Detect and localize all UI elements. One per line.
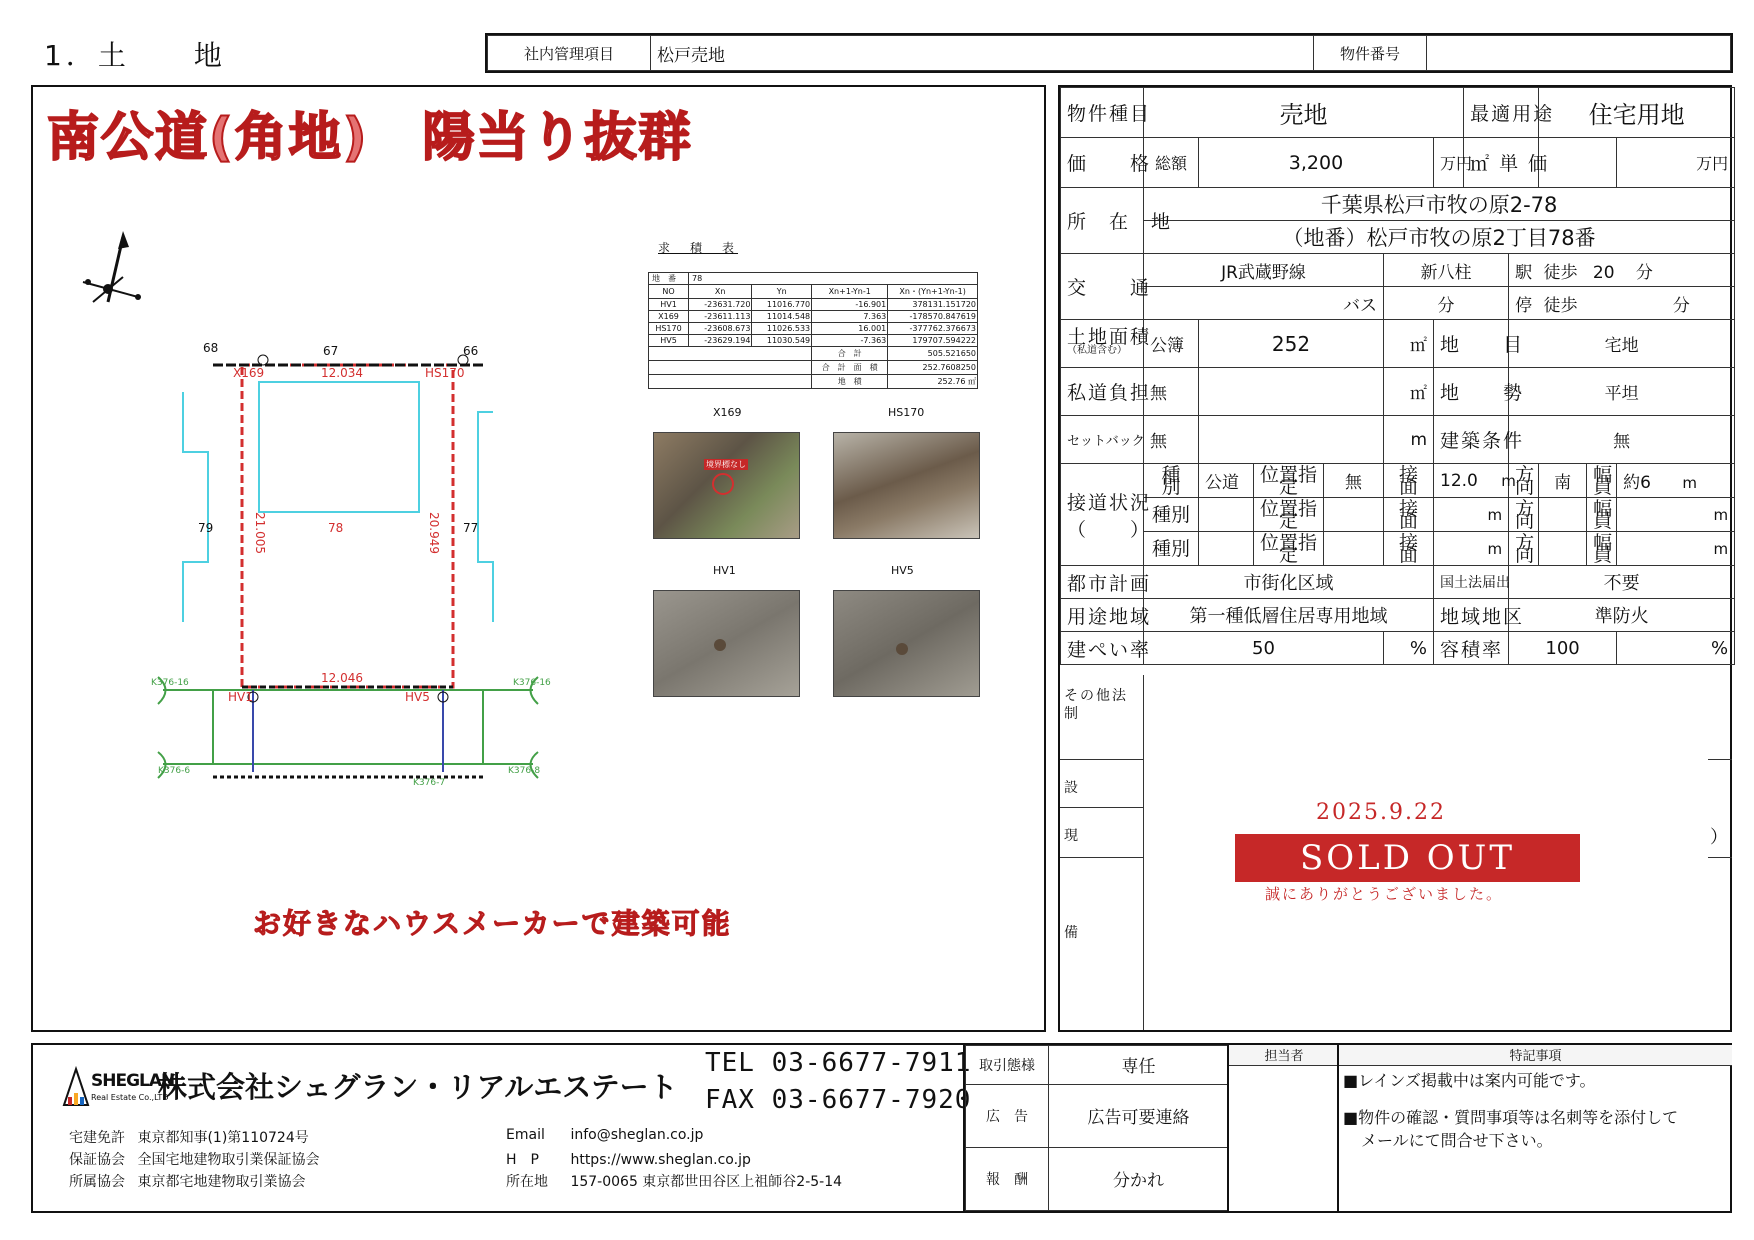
road-dir: 南 xyxy=(1539,464,1587,498)
city-plan-value: 市街化区域 xyxy=(1144,566,1434,599)
other-law-label: その他法制 xyxy=(1064,688,1128,722)
bus-label: バス xyxy=(1144,287,1384,320)
unit-price-value xyxy=(1539,138,1617,188)
spec-panel xyxy=(1058,85,1732,1032)
road-pos-label: 位置指定 xyxy=(1254,464,1324,498)
price-sub: 総額 xyxy=(1144,138,1199,188)
notes-box xyxy=(1337,1045,1732,1211)
assoc-row xyxy=(69,1171,305,1191)
zoning-label: 用途地域 xyxy=(1061,599,1144,632)
headline: 南公道(角地) 陽当り抜群 xyxy=(47,108,693,168)
road-pos-label: 位置指定 xyxy=(1254,498,1324,532)
road-label-4: K376-7 xyxy=(413,778,446,788)
road-kind: 公道 xyxy=(1199,464,1254,498)
calc-col: Xn xyxy=(689,285,752,299)
current-label: 現 xyxy=(1064,828,1080,844)
deal-label: 取引態様 xyxy=(966,1046,1049,1085)
logo-sub: Real Estate Co.,LTD xyxy=(91,1093,169,1102)
photo-note: 境界標なし xyxy=(706,460,746,469)
road-contact-unit: m xyxy=(1434,532,1509,566)
road-dir-label: 方向 xyxy=(1509,498,1539,532)
note-1: ■レインズ掲載中は案内可能です。 xyxy=(1343,1071,1596,1090)
road-kind xyxy=(1199,532,1254,566)
calc-cell: 378131.151720 xyxy=(888,299,978,311)
property-no-value xyxy=(1427,36,1731,71)
calc-cell: 7.363 xyxy=(812,311,888,323)
bcr-unit: % xyxy=(1384,632,1434,665)
city-plan-label: 都市計画 xyxy=(1061,566,1144,599)
type-value: 売地 xyxy=(1144,88,1464,138)
setback-value: 無 xyxy=(1144,416,1199,464)
lot-78: 78 xyxy=(328,521,344,535)
calc-final-value xyxy=(888,375,978,389)
calc-cell: 11030.549 xyxy=(752,335,812,347)
calc-sum-value: 505.521650 xyxy=(888,347,978,361)
photo-hv1 xyxy=(653,590,800,697)
calc-final-unit: ㎡ xyxy=(968,377,976,386)
road-label-3: K376-6 xyxy=(158,766,191,776)
far-label: 容積率 xyxy=(1434,632,1509,665)
north-arrow-icon xyxy=(63,227,153,327)
calc-cell: -377762.376673 xyxy=(888,323,978,335)
calc-cell: HV1 xyxy=(649,299,689,311)
calc-table-title: 求 積 表 xyxy=(658,241,739,255)
price-value: 3,200 xyxy=(1199,138,1434,188)
tel: TEL 03-6677-7911 xyxy=(705,1048,972,1078)
fax: FAX 03-6677-7920 xyxy=(705,1085,972,1115)
national-law-label: 国土法届出 xyxy=(1434,566,1509,599)
dim-left: 21.005 xyxy=(253,512,267,554)
road-label-cell xyxy=(1061,464,1152,566)
setback-unit: m xyxy=(1384,416,1434,464)
road-kind-label: 種別 xyxy=(1144,464,1199,498)
private-road-value: 無 xyxy=(1144,368,1199,416)
road-contact-label: 接面 xyxy=(1384,498,1434,532)
type-label: 物件種目 xyxy=(1061,88,1144,138)
private-road-label: 私道負担 xyxy=(1061,368,1144,416)
ad-value: 広告可要連絡 xyxy=(1049,1084,1229,1147)
calc-cell: -23608.673 xyxy=(689,323,752,335)
line: JR武蔵野線 xyxy=(1144,254,1384,287)
lower-hline xyxy=(1060,807,1143,808)
note-3: メールにて問合せ下さい。 xyxy=(1361,1131,1553,1150)
lot-68: 68 xyxy=(203,341,219,355)
lot-66: 66 xyxy=(463,344,479,358)
remarks-label: 備 xyxy=(1064,925,1080,941)
bcr-value: 50 xyxy=(1144,632,1384,665)
area-basis: 公簿 xyxy=(1144,320,1199,368)
calc-cell: -16.901 xyxy=(812,299,888,311)
fee-value: 分かれ xyxy=(1049,1147,1229,1210)
guarantee-row xyxy=(69,1149,319,1169)
deal-box xyxy=(963,1045,1229,1211)
calc-cell: 11026.533 xyxy=(752,323,812,335)
road-kind-label: 種別 xyxy=(1144,498,1199,532)
paren-close: ） xyxy=(1710,827,1728,848)
road-label-5: K376-8 xyxy=(508,766,541,776)
walk-unit: 分 xyxy=(1635,262,1653,283)
road-width-unit: m xyxy=(1617,532,1735,566)
road-pos xyxy=(1324,498,1384,532)
guarantee-value: 全国宅地建物取引業保証協会 xyxy=(137,1152,320,1168)
road-width-unit: m xyxy=(1682,474,1697,492)
photo-label-hv5: HV5 xyxy=(891,564,914,577)
assoc-label: 所属協会 xyxy=(69,1174,125,1190)
facility-label: 設 xyxy=(1064,780,1080,796)
station: 新八柱 xyxy=(1384,254,1509,287)
lot-77: 77 xyxy=(463,521,479,535)
calc-col: Yn xyxy=(752,285,812,299)
calc-header-label: 地 番 xyxy=(649,273,689,285)
district-value: 準防火 xyxy=(1509,599,1735,632)
calc-area-label: 合 計 面 積 xyxy=(812,361,888,375)
guarantee-label: 保証協会 xyxy=(69,1152,125,1168)
area-unit: ㎡ xyxy=(1384,320,1434,368)
stop-suffix: 停 xyxy=(1515,295,1533,316)
building-cond-label: 建築条件 xyxy=(1434,416,1509,464)
calc-cell: 16.001 xyxy=(812,323,888,335)
setback-label: セットバック xyxy=(1061,416,1144,464)
calc-cell: -23631.720 xyxy=(689,299,752,311)
left-panel xyxy=(31,85,1046,1032)
terrain-label: 地 勢 xyxy=(1434,368,1509,416)
road-contact-unit: m xyxy=(1434,498,1509,532)
road-kind-label: 種別 xyxy=(1144,532,1199,566)
land-area-note: （私道含む） xyxy=(1067,344,1127,356)
road-width-unit: m xyxy=(1617,498,1735,532)
price-label: 価 格 xyxy=(1061,138,1144,188)
calc-col: Xn+1-Yn-1 xyxy=(812,285,888,299)
bus-min-unit: 分 xyxy=(1384,287,1509,320)
bottom-caption: お好きなハウスメーカーで建築可能 xyxy=(253,907,732,940)
calc-cell: HS170 xyxy=(649,323,689,335)
road-label-2: K376-16 xyxy=(513,678,551,688)
license-value: 東京都知事(1)第110724号 xyxy=(137,1130,309,1146)
dim-top: 12.034 xyxy=(321,366,363,380)
lot-address: （地番）松戸市牧の原2丁目78番 xyxy=(1144,221,1735,254)
addr-label: 所在地 xyxy=(506,1174,548,1190)
location-label: 所 在 地 xyxy=(1061,188,1144,254)
photo-hs170 xyxy=(833,432,980,539)
calc-cell: 179707.594222 xyxy=(888,335,978,347)
road-dir-label: 方向 xyxy=(1509,464,1539,498)
point-x169: X169 xyxy=(233,366,265,380)
zoning-value: 第一種低層住居専用地域 xyxy=(1144,599,1434,632)
hp-value[interactable]: https://www.sheglan.co.jp xyxy=(570,1152,751,1168)
road-pos-label: 位置指定 xyxy=(1254,532,1324,566)
logo-text: SHEGLAN xyxy=(91,1071,175,1091)
photo-label-hv1: HV1 xyxy=(713,564,736,577)
road-contact-value: 12.0 xyxy=(1440,470,1478,491)
lower-hline xyxy=(1060,759,1143,760)
mgmt-value: 松戸売地 xyxy=(651,36,1314,71)
spec-table xyxy=(1060,87,1735,665)
road-dir-label: 方向 xyxy=(1509,532,1539,566)
use-label: 最適用途 xyxy=(1464,88,1539,138)
lower-hline xyxy=(1060,857,1143,858)
photo-hv5 xyxy=(833,590,980,697)
chimoku-value: 宅地 xyxy=(1509,320,1735,368)
company-name: 株式会社シェグラン・リアルエステート xyxy=(158,1070,678,1104)
fee-label: 報 酬 xyxy=(966,1147,1049,1210)
private-road-unit: ㎡ xyxy=(1384,368,1434,416)
point-hv1: HV1 xyxy=(228,690,253,704)
unit-price-unit: 万円 xyxy=(1617,138,1735,188)
lower-left-column xyxy=(1060,675,1144,1030)
stop-info xyxy=(1509,287,1735,320)
road-label: 接道状況 xyxy=(1067,491,1152,514)
calc-final-number: 252.76 xyxy=(937,377,966,386)
transport-label: 交 通 xyxy=(1061,254,1144,320)
email-value[interactable]: info@sheglan.co.jp xyxy=(570,1127,704,1143)
point-hv5: HV5 xyxy=(405,690,430,704)
dim-bottom: 12.046 xyxy=(321,671,363,685)
road-pos: 無 xyxy=(1324,464,1384,498)
deal-value: 専任 xyxy=(1049,1046,1229,1085)
calc-cell: 11014.548 xyxy=(752,311,812,323)
footer xyxy=(31,1043,1732,1213)
price-unit: 万円 xyxy=(1434,138,1464,188)
road-contact-label: 接面 xyxy=(1384,532,1434,566)
far-value: 100 xyxy=(1509,632,1617,665)
survey-drawing xyxy=(133,332,593,892)
road-label-1: K376-16 xyxy=(151,678,189,688)
walk-info xyxy=(1509,254,1735,287)
calc-cell: -7.363 xyxy=(812,335,888,347)
email-label: Email xyxy=(506,1127,545,1143)
photo-marker-circle xyxy=(712,473,734,495)
license-row xyxy=(69,1127,309,1147)
photo-marker-dot xyxy=(714,639,726,651)
road-contact-label: 接面 xyxy=(1384,464,1434,498)
lower-right-line xyxy=(1708,857,1732,858)
sold-out-banner: SOLD OUT xyxy=(1235,834,1580,882)
lot-67: 67 xyxy=(323,344,339,358)
calc-header-value: 78 xyxy=(689,273,978,285)
mgmt-label: 社内管理項目 xyxy=(488,36,651,71)
property-no-label: 物件番号 xyxy=(1314,36,1427,71)
photo-x169 xyxy=(653,432,800,539)
road-width-value: 約6 xyxy=(1623,473,1651,493)
unit-price-label: ㎡ 単 価 xyxy=(1464,138,1539,188)
calc-sum-label: 合 計 xyxy=(812,347,888,361)
road-contact xyxy=(1434,464,1516,498)
lot-79: 79 xyxy=(198,521,214,535)
stop-walk-label: 徒歩 xyxy=(1543,295,1578,316)
calc-cell: HV5 xyxy=(649,335,689,347)
staff-label: 担当者 xyxy=(1229,1045,1339,1066)
email-row xyxy=(506,1127,703,1143)
sheglan-logo-icon xyxy=(63,1067,89,1107)
point-hs170: HS170 xyxy=(425,366,465,380)
calc-cell: -23629.194 xyxy=(689,335,752,347)
note-2: ■物件の確認・質問事項等は名刺等を添付して xyxy=(1343,1108,1679,1127)
far-unit: % xyxy=(1617,632,1735,665)
walk-label: 徒歩 xyxy=(1543,262,1578,283)
notes-label: 特記事項 xyxy=(1339,1045,1732,1066)
district-label: 地域地区 xyxy=(1434,599,1509,632)
photo-label-hs170: HS170 xyxy=(888,406,925,419)
sold-thanks: 誠にありがとうございました。 xyxy=(1265,885,1504,903)
calc-area-value: 252.7608250 xyxy=(888,361,978,375)
addr-value: 157-0065 東京都世田谷区上祖師谷2-5-14 xyxy=(570,1174,843,1190)
road-width xyxy=(1617,464,1735,498)
staff-box xyxy=(1227,1045,1339,1211)
calc-final-label: 地 積 xyxy=(812,375,888,389)
hp-row xyxy=(506,1149,751,1169)
stop-min-unit: 分 xyxy=(1672,295,1690,316)
lower-right-line xyxy=(1708,759,1732,760)
chimoku-label: 地 目 xyxy=(1434,320,1509,368)
section-title: 1．土 地 xyxy=(44,39,226,72)
calc-cell: -23611.113 xyxy=(689,311,752,323)
terrain-value: 平坦 xyxy=(1509,368,1735,416)
road-pos xyxy=(1324,532,1384,566)
ad-label: 広 告 xyxy=(966,1084,1049,1147)
land-area-label: 土地面積 xyxy=(1067,325,1152,348)
national-law-value: 不要 xyxy=(1509,566,1735,599)
road-width-label: 幅員 xyxy=(1587,498,1617,532)
calc-cell: -178570.847619 xyxy=(888,311,978,323)
dim-right: 20.949 xyxy=(427,512,441,554)
calc-col: Xn・(Yn+1-Yn-1) xyxy=(888,285,978,299)
license-label: 宅建免許 xyxy=(69,1130,125,1146)
road-paren: （ ） xyxy=(1067,518,1152,541)
station-suffix: 駅 xyxy=(1515,262,1533,283)
use-value: 住宅用地 xyxy=(1539,88,1735,138)
photo-label-x169: X169 xyxy=(713,406,742,419)
hp-label: H P xyxy=(506,1152,539,1168)
header-mgmt-box xyxy=(485,33,1733,73)
calc-col: NO xyxy=(649,285,689,299)
calc-cell: 11016.770 xyxy=(752,299,812,311)
building-cond-value: 無 xyxy=(1509,416,1735,464)
land-area-cell xyxy=(1061,320,1152,368)
sold-date: 2025.9.22 xyxy=(1316,800,1446,825)
road-contact-unit: m xyxy=(1501,471,1516,490)
road-width-label: 幅員 xyxy=(1587,532,1617,566)
photo-marker-dot xyxy=(896,643,908,655)
road-width-label: 幅員 xyxy=(1587,464,1617,498)
calc-cell: X169 xyxy=(649,311,689,323)
calc-table xyxy=(648,272,978,389)
area-value: 252 xyxy=(1199,320,1384,368)
walk-min: 20 xyxy=(1592,262,1615,283)
address: 千葉県松戸市牧の原2-78 xyxy=(1144,188,1735,221)
road-dir xyxy=(1539,532,1587,566)
assoc-value: 東京都宅地建物取引業協会 xyxy=(137,1174,306,1190)
road-dir xyxy=(1539,498,1587,532)
bcr-label: 建ぺい率 xyxy=(1061,632,1144,665)
road-kind xyxy=(1199,498,1254,532)
addr-row xyxy=(506,1171,842,1191)
